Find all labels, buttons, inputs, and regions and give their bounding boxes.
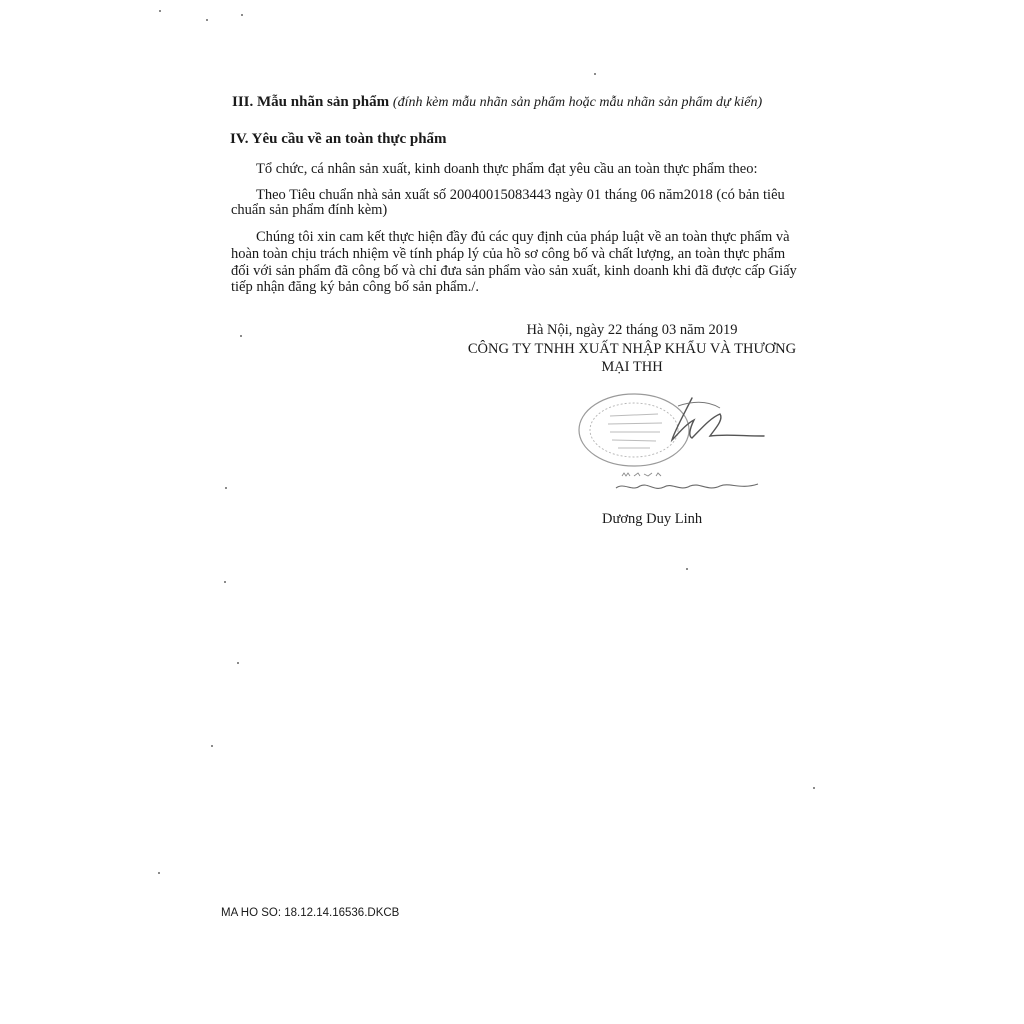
scan-speck	[594, 73, 596, 75]
scan-speck	[224, 581, 226, 583]
scan-speck	[813, 787, 815, 789]
scan-speck	[225, 487, 227, 489]
scan-speck	[159, 10, 161, 12]
paragraph-1: Tổ chức, cá nhân sản xuất, kinh doanh thực phẩm đạt yêu cầu an toàn thực phẩm theo:	[256, 161, 758, 177]
paragraph-2-line-1: Theo Tiêu chuẩn nhà sản xuất số 20040015083443 ngày 01 tháng 06 năm2018 (có bản tiêu	[256, 187, 785, 203]
stamp-and-signature	[574, 384, 774, 500]
paragraph-3-line-1: Chúng tôi xin cam kết thực hiện đầy đủ các quy định của pháp luật về an toàn thực phẩm và	[256, 229, 790, 245]
scan-speck	[240, 335, 242, 337]
scan-speck	[686, 568, 688, 570]
company-name-line-1: CÔNG TY TNHH XUẤT NHẬP KHẨU VÀ THƯƠNG	[467, 341, 797, 357]
file-code: MA HO SO: 18.12.14.16536.DKCB	[221, 907, 400, 919]
paragraph-3-line-3: đối với sản phẩm đã công bố và chỉ đưa sản phẩm vào sản xuất, kinh doanh khi đã được cấp Giấy	[231, 263, 797, 279]
section-iii-note: (đính kèm mẫu nhãn sản phẩm hoặc mẫu nhãn sản phẩm dự kiến)	[392, 95, 763, 110]
section-iv-title: IV. Yêu cầu về an toàn thực phẩm	[230, 131, 447, 147]
scan-speck	[211, 745, 213, 747]
company-seal-icon	[574, 384, 774, 500]
paragraph-3-line-2: hoàn toàn chịu trách nhiệm về tính pháp lý của hồ sơ công bố và chất lượng, an toàn thực phẩm	[231, 246, 786, 262]
signer-name: Dương Duy Linh	[602, 511, 703, 527]
scan-speck	[237, 662, 239, 664]
company-name-line-2: MẠI THH	[601, 359, 663, 375]
scan-speck	[206, 19, 208, 21]
paragraph-3-line-4: tiếp nhận đăng ký bản công bố sản phẩm./.	[231, 279, 480, 295]
scan-speck	[158, 872, 160, 874]
paragraph-2-line-2: chuẩn sản phẩm đính kèm)	[231, 202, 388, 218]
section-iii-title: III. Mẫu nhãn sản phẩm	[232, 94, 390, 110]
section-iii-heading	[232, 94, 762, 111]
scan-speck	[241, 14, 243, 16]
place-date: Hà Nội, ngày 22 tháng 03 năm 2019	[526, 322, 738, 338]
